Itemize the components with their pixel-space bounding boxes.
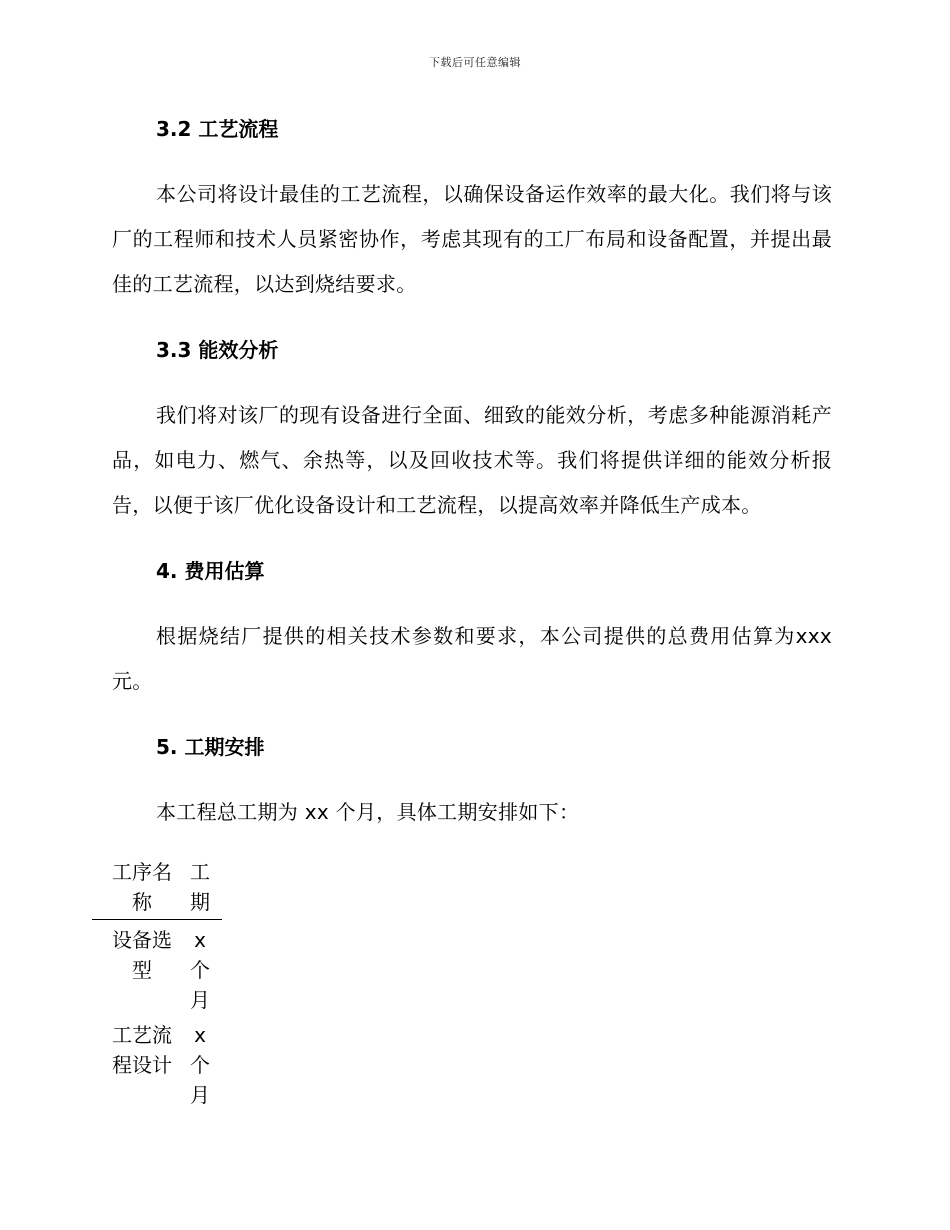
document-body <box>112 110 832 1110</box>
table-cell-process-name: 设备选型 <box>112 928 172 982</box>
section-paragraph-5: 本工程总工期为 xx 个月，具体工期安排如下： <box>156 800 580 824</box>
section-paragraph-3-3: 我们将对该厂的现有设备进行全面、细致的能效分析，考虑多种能源消耗产品，如电力、燃气、余热等，以及回收技术等。我们将提供详细的能效分析报告，以便于该厂优化设备设计和工艺流程，以提高效率并降低生产成本。 <box>112 403 832 517</box>
schedule-table-body <box>92 920 222 1111</box>
section-paragraph-4: 根据烧结厂提供的相关技术参数和要求，本公司提供的总费用估算为xxx 元。 <box>112 624 832 693</box>
schedule-table <box>92 857 222 1110</box>
section-paragraph-3-2: 本公司将设计最佳的工艺流程，以确保设备运作效率的最大化。我们将与该厂的工程师和技术人员紧密协作，考虑其现有的工厂布局和设备配置，并提出最佳的工艺流程，以达到烧结要求。 <box>112 182 832 296</box>
table-row <box>92 920 222 1016</box>
table-cell-process-name: 工艺流程设计 <box>112 1023 172 1077</box>
column-header-process-name: 工序名称 <box>112 860 172 914</box>
section-heading-4: 4. 费用估算 <box>156 559 265 583</box>
section-heading-5: 5. 工期安排 <box>156 735 265 759</box>
section-heading-3-2: 3.2 工艺流程 <box>156 117 279 141</box>
schedule-table-header-row <box>92 857 222 920</box>
table-cell-duration: x个月 <box>190 1023 210 1107</box>
page-header: 下载后可任意编辑 <box>429 56 521 69</box>
column-header-duration: 工期 <box>190 860 210 914</box>
table-cell-duration: x个月 <box>190 928 210 1012</box>
table-row <box>92 1015 222 1110</box>
section-heading-3-3: 3.3 能效分析 <box>156 338 279 362</box>
schedule-table-header <box>92 857 222 920</box>
